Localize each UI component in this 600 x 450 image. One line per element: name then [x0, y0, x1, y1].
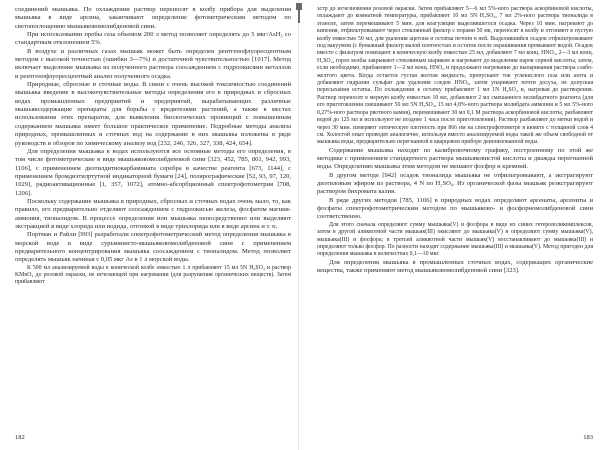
page-number: 183: [583, 433, 593, 441]
page-number: 182: [15, 433, 25, 441]
procedure-text: Для этого сначала определяют сумму мышьяка(V) и фосфора в виде их синих гетерополикомплексов, затем в другой аликвотной части мышьяк(III) окисляют до мышьяка(V) и определяют сумму мышьяка(V), мышьяка(III) и фосфора; в третьей аликвотной части мышьяк(V) восстанавливают до мышьяка(III) и определяют только фосфор. По разности находят содержание мышьяка(III) и мышьяка(V). Метод пригоден для определения мышьяка в количествах 0,1—10 мкг.: [317, 221, 593, 258]
paragraph-continued: соединений мышьяка. По охлаждении раствор переносят в колбу прибора для выделения мышьяка в виде арсина, заканчивают определение фотометрическим методом по светопоглощению мышьяковомолибденовой сини.: [15, 6, 291, 30]
bookmark-icon: [292, 2, 306, 24]
left-page: [15, 6, 291, 444]
paragraph: Для определения мышьяка в промышленных сточных водах, содержащих органические вещества, также применяют метод мышьяковомолибденовой сини [323].: [317, 258, 593, 275]
right-page: [317, 6, 593, 444]
paragraph: В воздухе и различных газах мышьяк может быть определен рентгенофлуоресцентным методом с высокой точностью (ошибки 3—7%) и достаточной чувствительностью [1017]. Метод включает выделение мышьяка из полученного раствора соосаждением с гидроокисями металлов и рентгенофлуоресцентный анализ полученного осадка.: [15, 47, 291, 80]
paragraph-section-waters: Природные, сбросные и сточные воды. В связи с очень высокой токсичностью соединений мышьяка введение в высокочувствительные методы определения его в природных и сбросных водах промышленных предприятий и предприятий, вырабатывающих различные мышьяксодержащие препараты для борьбы с вредителями растений, а также в местах использования этих препаратов, для выявления биологических провинций с повышенным содержанием мышьяка имеет большое практическое применение. Подробные методы анализа природных, промышленных и сточных вод на содержание в них мышьяка изложены в ряде руководств и обзоров по химическому анализу вод [232, 246, 326, 327, 338, 424, 654].: [15, 81, 291, 147]
paragraph: Содержание мышьяка находят по калибровочному графику, построенному по этой же методике с применением стандартного раствора мышьяковистой кислоты и дважды перегнанной воды. Определению мышьяка этим методом не мешают фосфор и кремний.: [317, 146, 593, 171]
paragraph: Для определения мышьяка в водах используются все основные методы его определения, в том числе фотометрические в виде мышьяковомолибденовой сини [323, 452, 785, 801, 942, 993, 1106], с применением диэтилдитиокарбамината серебра в качестве реагента [673, 1144], с применением бромдиэтилртутной индикаторной бумаги [24], полярографические [52, 93, 97, 120, 1029], радиоактивационные [1, 357, 1072], атомно-абсорбционный спектрофотометрия [708, 1206].: [15, 147, 291, 197]
paragraph: Портман и Райли [993] разработали спектрофотометрический метод определения мышьяка в морской воде в виде сурьмянисто-мышьяковомолибденовой сини с применением предварительного концентрирования мышьяка соосаждением с тионалидом. Метод позволяет определять мышьяк начиная с 0,05 мкг As в 1 л морской воды.: [15, 231, 291, 264]
procedure-text: эстр до исчезновения розовой окраски. Затем прибавляют 5—6 мл 5%-ного раствора аскорбиновой кислоты, охлаждают до комнатной температуры, прибавляют 10 мл 5N H₂SO₄, 7 мл 2%-ного раствора тионалида в этаноле, затем перемешивают 5 мин. для коагуляции выделившегося осадка. Через 10 мин. нагревают до кипения, отфильтровывают через стеклянный фильтр с порами 50 мк, переносят в колбу и отгоняют в пустую колбу емкостью 50 мл, для удаления ацетона и остатка нетонн в ней. Выделившийся осадок отфильтровывают под вакуумом (с бумажный фильтр малой плотностью и остаток после окрашивания промывают водой. Осадок вместе с фильтром помещают в коническую колбу емкостью 25 мл, добавляют 7 мл конц. HNO₃, 2—3 мл конц. H₂SO₄, горлo колбы закрывают стеклянным шариком и нагревают до выделения паров серной кислоты, затем, если необходимо, прибавляют 1—2 мл конц. HNO₃ и продолжают нагревание до выпаривания раствора слабо-желтого цвета. Когда остается густая желтая жидкость, пропускают ток углекислого газа или азота и добавляют гидразин сульфат для удаления следов HNO₃, затем упаривают почти досуха, не допуская пересыхания остатка. По охлаждении к остатку прибавляют 1 мл 1N H₂SO₄ и, нагревая до растворения. Раствор переносят в мерную колбу емкостью 10 мл, добавляют 2 мл смешанного молибдатного реагента (для его приготовления смешивают 50 мл 5N H₂SO₄, 15 мл 4,8%-ного раствора молибдата аммония и 5 мл 5%-ного 0,27%-ного раствора рвотного камня), перемешивают 30 мл 0,1 М раствора аскорбиновой кислоты, разбавляют водой до 125 мл и используют не позднее 1 часа после приготовления). Раствор разбавляют до метки водой и через 30 мин. измеряют оптическую плотность при 866 нм на спектрофотометре в кювете с толщиной слоя 4 см. Холостой опыт проводят аналогично, используя вместо анализируемой воды такой же объем свободной от мышьяка воды, предварительно перегнанной в кварцевом приборе деионизованной воды.: [317, 6, 593, 146]
procedure-text: К 500 мл анализируемой воды в конической колбе емкостью 1 л прибавляют 15 мл 5N H₂SO₄ и раствор KMnO₄ до розовой окраски, не исчезающей при нагревании (для разрушения органических веществ). Затем прибавляют: [15, 264, 291, 286]
paragraph: При использовании пробы газа объемом 200 л метод позволяет определять до 5 мкг/AsH₃ со стандартным отклонением 5%.: [15, 31, 291, 47]
paragraph: В другом методе [942] осадок тионалида мышьяка не отфильтровывают, а экстрагируют диэтиловым эфиром из раствора, 4 N по H₂SO₄. Из органической фазы мышьяк реэкстрагируют раствором бихромата калия.: [317, 171, 593, 196]
page-gutter: [298, 0, 299, 450]
paragraph: Поскольку содержание мышьяка в природных, сбросных и сточных водах очень мало, то, как правило, его предварительно отделяют соосаждением с гидроокисью железа, фосфатом магния-аммония, тионалидом. В процессе определения ион мышьяка непосредственно или выделяют экстракцией в виде хлорида или иодида, отгонкой в виде трихлорида или в виде арсина и т. п.: [15, 197, 291, 230]
paragraph: В ряде других методов [785, 1106] в природных водах определяют арсенаты, арсениты и фосфаты спектрофотометрическим методом по мышьяково- и фосфорномолибденовой сини соответственно.: [317, 196, 593, 221]
